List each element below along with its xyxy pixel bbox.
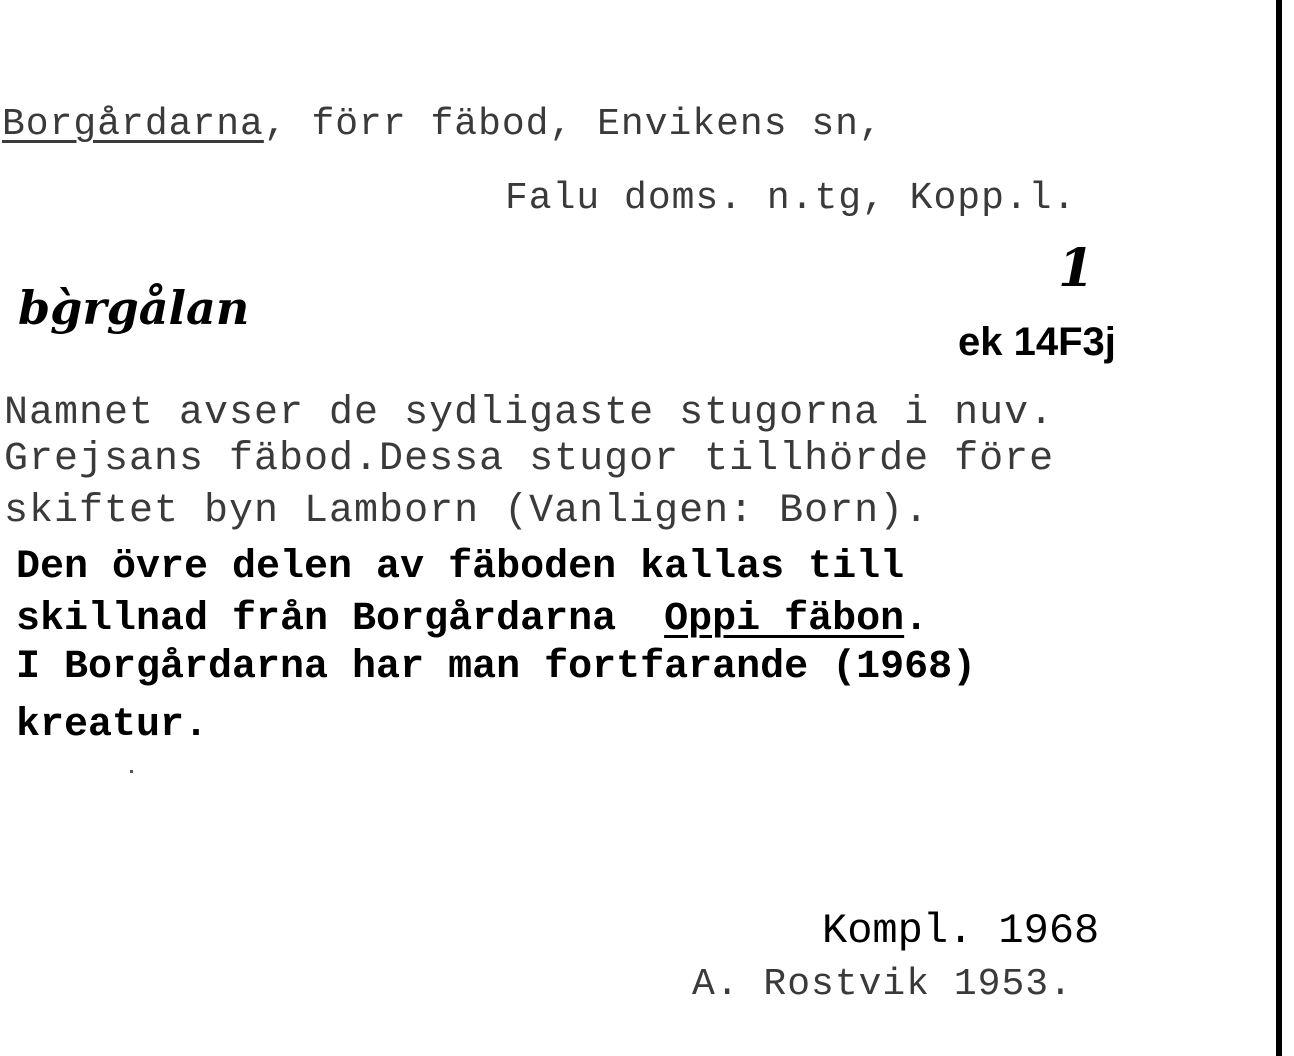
heading-line-2: Falu doms. n.tg, Kopp.l. [505, 177, 1077, 220]
addendum-line-1: Den övre delen av fäboden kallas till [16, 545, 905, 590]
classification-code: ek 14F3j [958, 320, 1116, 364]
note-line-1: Namnet avser de sydligaste stugorna i nuv. [4, 391, 1055, 436]
place-name: Borgårdarna [2, 103, 264, 146]
note-line-3: skiftet byn Lamborn (Vanligen: Born). [4, 489, 930, 534]
handwritten-number: 1 [1058, 238, 1095, 299]
signature-completed: Kompl. 1968 [822, 907, 1100, 955]
addendum-line-4: kreatur. [16, 703, 209, 748]
underlined-name: Oppi fäbon [664, 597, 905, 642]
heading-description: , förr fäbod, Envikens sn, [263, 103, 883, 146]
signature-recorder: A. Rostvik 1953. [692, 963, 1073, 1006]
heading-line-1 [2, 103, 883, 146]
addendum-line-2-suffix: . [904, 597, 929, 642]
speck [130, 770, 133, 773]
addendum-line-3: I Borgårdarna har man fortfarande (1968) [16, 645, 977, 690]
card-edge [1276, 0, 1282, 1056]
addendum-line-2 [16, 597, 929, 642]
addendum-line-2-prefix: skillnad från Borgårdarna [16, 597, 665, 642]
note-line-2: Grejsans fäbod.Dessa stugor tillhörde före [4, 437, 1055, 482]
pronunciation-handwritten: bg̀rgålan [18, 281, 250, 335]
